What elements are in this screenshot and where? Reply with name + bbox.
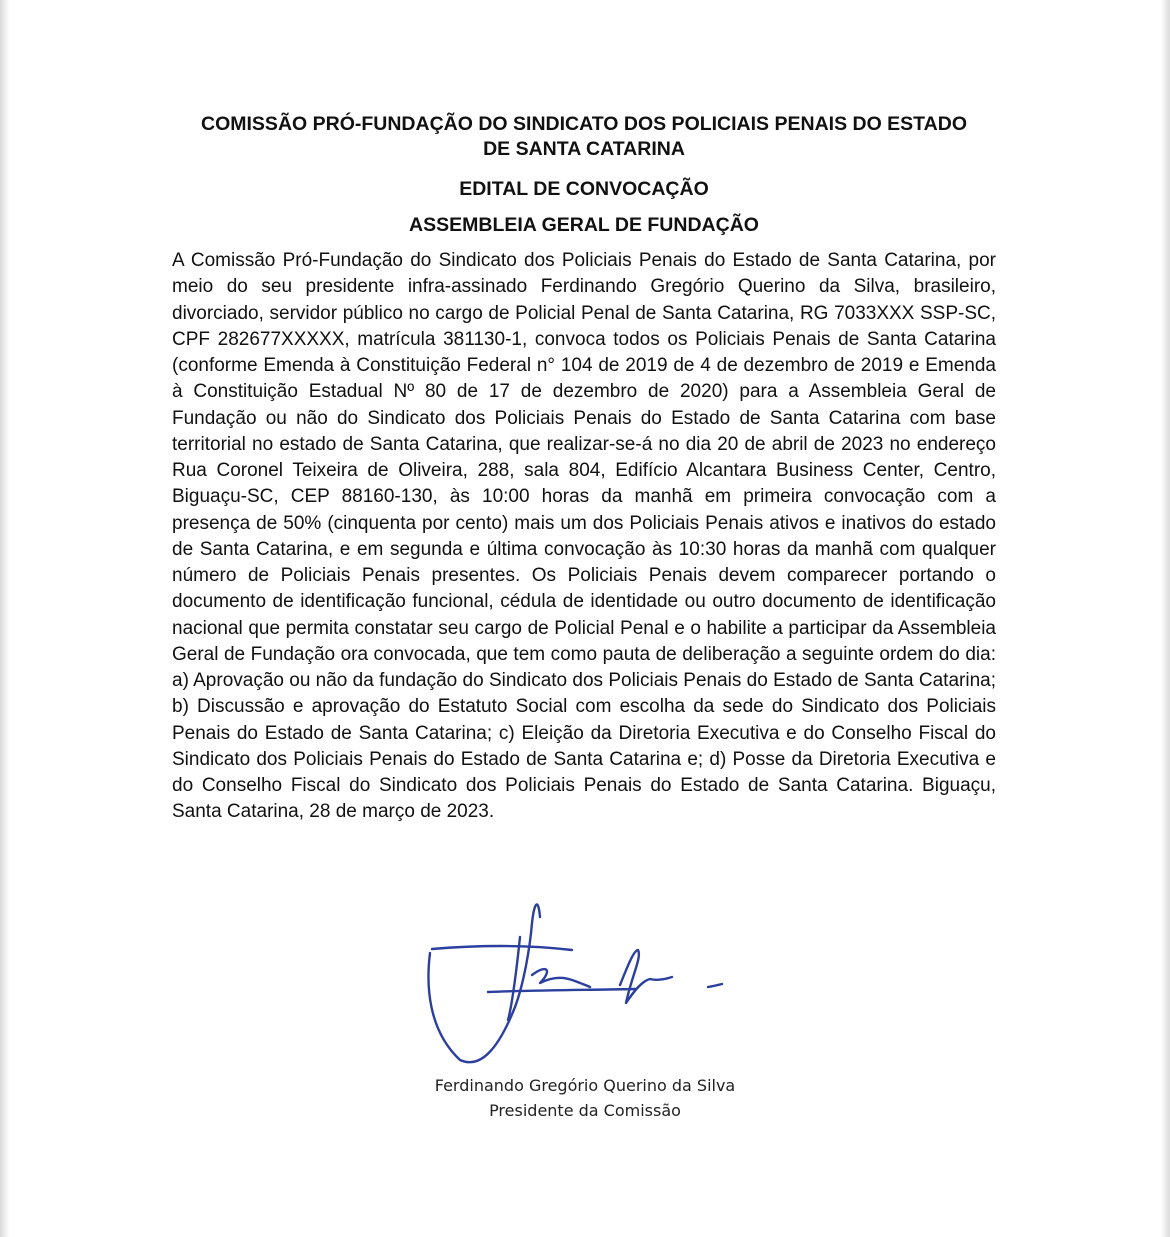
signature-block bbox=[385, 1073, 785, 1123]
assembleia-title: ASSEMBLEIA GERAL DE FUNDAÇÃO bbox=[409, 214, 759, 236]
convocation-body: A Comissão Pró-Fundação do Sindicato dos Policiais Penais do Estado de Santa Catarina, por meio do seu presidente infra-assinado Ferdinando Gregório Querino da Silva, brasileiro, divorciado, servidor público no cargo de Policial Penal de Santa Catarina, RG 7033XXX SSP-SC, CPF 282677XXXXX, matrícula 381130-1, convoca todos os Policiais Penais de Santa Catarina (conforme Emenda à Constituição Federal n° 104 de 2019 de 4 de dezembro de 2019 e Emenda à Constituição Estadual Nº 80 de 17 de dezembro de 2020) para a Assembleia Geral de Fundação ou não do Sindicato dos Policiais Penais do Estado de Santa Catarina com base territorial no estado de Santa Catarina, que realizar-se-á no dia 20 de abril de 2023 no endereço Rua Coronel Teixeira de Oliveira, 288, sala 804, Edifício Alcantara Business Center, Centro, Biguaçu-SC, CEP 88160-130, às 10:00 horas da manhã em primeira convocação com a presença de 50% (cinquenta por cento) mais um dos Policiais Penais ativos e inativos do estado de Santa Catarina, e em segunda e última convocação às 10:30 horas da manhã com qualquer número de Policiais Penais presentes. Os Policiais Penais devem comparecer portando o documento de identificação funcional, cédula de identidade ou outro documento de identificação nacional que permita constatar seu cargo de Policial Penal e o habilite a participar da Assembleia Geral de Fundação ora convocada, que tem como pauta de deliberação a seguinte ordem do dia: a) Aprovação ou não da fundação do Sindicato dos Policiais Penais do Estado de Santa Catarina; b) Discussão e aprovação do Estatuto Social com escolha da sede do Sindicato dos Policiais Penais do Estado de Santa Catarina; c) Eleição da Diretoria Executiva e do Conselho Fiscal do Sindicato dos Policiais Penais do Estado de Santa Catarina e; d) Posse da Diretoria Executiva e do Conselho Fiscal do Sindicato dos Policiais Penais do Estado de Santa Catarina. Biguaçu, Santa Catarina, 28 de março de 2023. bbox=[172, 250, 996, 823]
edital-title: EDITAL DE CONVOCAÇÃO bbox=[459, 178, 709, 200]
handwritten-signature bbox=[420, 895, 740, 1070]
organization-title: COMISSÃO PRÓ-FUNDAÇÃO DO SINDICATO DOS POLICIAIS PENAIS DO ESTADO DE SANTA CATARINA bbox=[201, 113, 967, 160]
document-page bbox=[172, 112, 996, 826]
page-edge-right bbox=[1160, 0, 1170, 1237]
signer-name: Ferdinando Gregório Querino da Silva bbox=[434, 1076, 736, 1095]
page-edge-left bbox=[0, 0, 10, 1237]
signer-role: Presidente da Comissão bbox=[489, 1101, 681, 1120]
